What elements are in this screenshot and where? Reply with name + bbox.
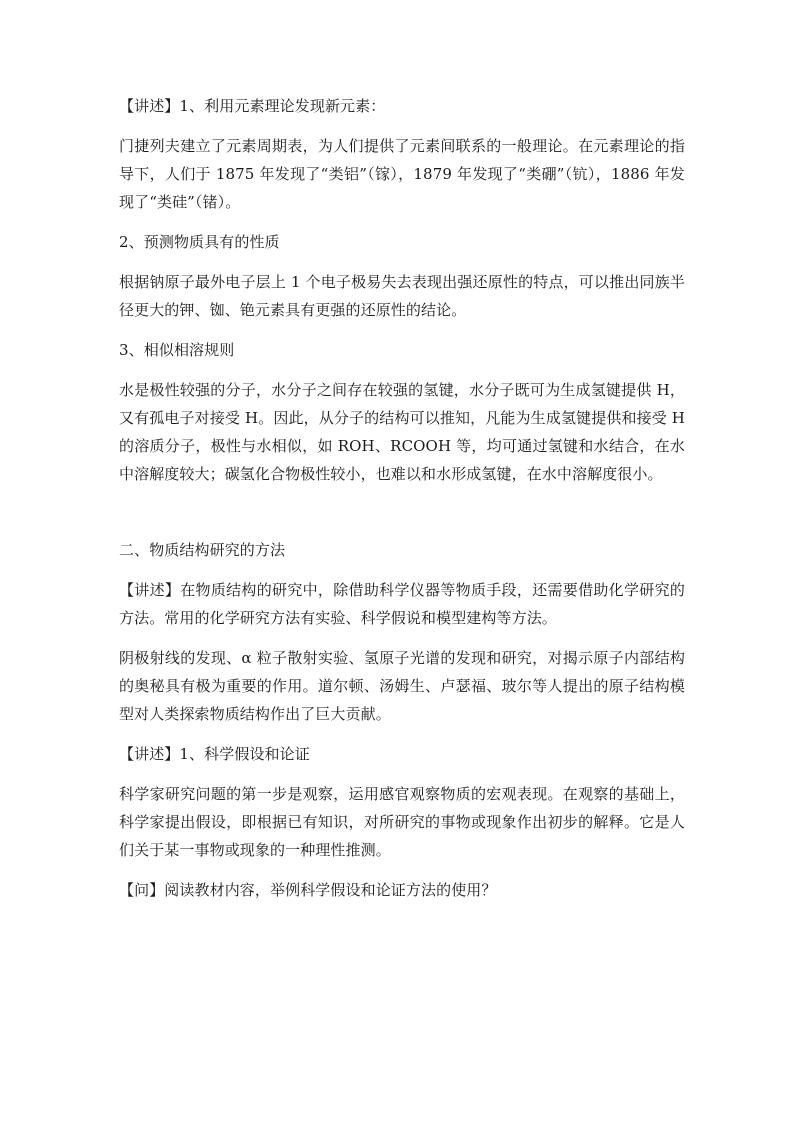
heading-predict-properties: 2、预测物质具有的性质 [119, 233, 280, 251]
paragraph-water-polarity: 水是极性较强的分子，水分子之间存在较强的氢键，水分子既可为生成氢键提供 H，又有孤电子对接受 H。因此，从分子的结构可以推知，凡能为生成氢键提供和接受 H 的溶质分子，极性与水相似，如 ROH、RCOOH 等，均可通过氢键和水结合，在水中溶解度较大；碳氢化合物极性较小，也难以和水形成氢键，在水中溶解度很小。 [119, 381, 685, 483]
section-spacer [119, 500, 685, 536]
section-heading-methods: 二、物质结构研究的方法 [119, 541, 286, 559]
document-page [119, 92, 685, 916]
heading-like-dissolves-like: 3、相似相溶规则 [119, 341, 235, 359]
paragraph-mendeleev: 门捷列夫建立了元素周期表，为人们提供了元素间联系的一般理论。在元素理论的指导下，人们于 1875 年发现了“类铝”（镓），1879 年发现了“类硼”（钪），1886 年发现了“类硅”（锗）。 [119, 137, 685, 211]
question-paragraph: 【问】阅读教材内容，举例科学假设和论证方法的使用？ [119, 881, 497, 899]
lecture-heading-element-theory: 【讲述】1、利用元素理论发现新元素： [119, 97, 386, 115]
paragraph-observation: 科学家研究问题的第一步是观察，运用感官观察物质的宏观表现。在观察的基础上，科学家提出假设，即根据已有知识，对所研究的事物或现象作出初步的解释。它是人们关于某一事物或现象的一种理性推测。 [119, 785, 685, 859]
paragraph-sodium: 根据钠原子最外电子层上 1 个电子极易失去表现出强还原性的特点，可以推出同族半径更大的钾、铷、铯元素具有更强的还原性的结论。 [119, 273, 685, 319]
paragraph-atomic-models: 阴极射线的发现、α 粒子散射实验、氢原子光谱的发现和研究，对揭示原子内部结构的奥秘具有极为重要的作用。道尔顿、汤姆生、卢瑟福、玻尔等人提出的原子结构模型对人类探索物质结构作出了巨大贡献。 [119, 649, 685, 723]
lecture-heading-hypothesis: 【讲述】1、科学假设和论证 [119, 745, 310, 763]
paragraph-research-methods: 【讲述】在物质结构的研究中，除借助科学仪器等物质手段，还需要借助化学研究的方法。常用的化学研究方法有实验、科学假说和模型建构等方法。 [119, 581, 685, 627]
